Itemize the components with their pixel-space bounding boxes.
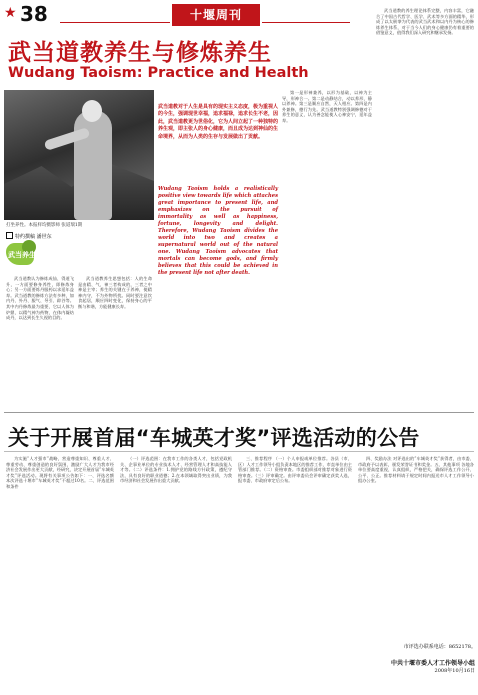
photo-caption: 打坐养性。本报样均摄影师 张道瑞1期 [6, 223, 83, 228]
article-title-cn: 武当道教养生与修炼养生 [8, 40, 272, 66]
square-icon [6, 232, 13, 239]
notice-date: 2008年10月16日 [434, 668, 475, 674]
notice-body-col-2: （一）评选范围：在我市工作的各类人才，包括党政机关、企事业单位的专业技术人才、经营管理人才和高技能人才等。（二）评选条件：1.拥护党的路线方针政策，遵纪守法，具有良好的职业道德；2.在本领域取得突出业绩，为我市经济和社会发展作出重大贡献。 [120, 456, 232, 484]
header-rule-right [262, 22, 350, 23]
notice-signature: 中共十堰市委人才工作领导小组 [390, 660, 475, 667]
section-banner: 十堰周刊 [172, 4, 260, 26]
article-photo [4, 90, 154, 220]
article-title-en: Wudang Taoism: Practice and Health [8, 65, 309, 81]
abstract-en: Wudang Taoism holds a realistically positive view towards life which attaches great importance to present life, and emphasizes on the pursuit of immortality as well as happiness, fortune, longevity and delight. Therefore, Wudang Taoism divides the world into two and creates a supernatural world out of the natural one. Wudang Taoism advocates that mortals can become gods, and firmly believes that this could be achieved in the present life not after death. [158, 186, 278, 276]
article-body-col-1: 武当道教认为修炼成仙、得道飞升，一方面要修身养性，即修炼身心；另一方面要炼丹服药以求延年益寿。武当道教的修炼方法有多种，如内丹、外丹、服气、导引、辟谷等。其中内丹修炼最为重要，它以人体为炉鼎，以精气神为药物，在体内凝结成丹，以达到长生久视的目的。 [6, 276, 74, 321]
notice-body-col-4: 四、奖励办法 对评选出的“车城英才奖”获得者，由市委、市政府予以表彰，颁发荣誉证书和奖金。五、其他事项 各地各单位要高度重视，认真组织，严格把关，确保评选工作公开、公平、公正。推荐材料请于规定时间内报送市人才工作领导小组办公室。 [358, 456, 474, 484]
column-tag [6, 232, 52, 240]
contact-phone: 市评选办联系电话：8652178。 [403, 644, 476, 650]
notice-body-col-3: 三、推荐程序 （一）个人申报或单位推荐。各县（市、区）人才工作领导小组负责本地区的推荐工作，市直单位由主管部门推荐。（二）资格审查。市委组织部对推荐对象进行资格审查。（三）评审确定。由评审委员会评审确定获奖人选，报市委、市政府审定后公布。 [238, 456, 352, 484]
article-body-col-4: 武当道教的养生理论体系完整，内容丰富，它融合了中国古代哲学、医学、武术等多方面的精华，形成了以太极拳为代表的武当武术和以内丹为核心的修炼养生体系，对于当今人们的身心健康仍有着重要的借鉴意义，值得我们深入研究和继承发扬。 [376, 8, 474, 36]
article-body-col-2: 武当道教养生思想包括：人的生命是由精、气、神三者构成的，三者之中神是主宰；养生的关键在于养神，使精神内守，不为外物所扰。同时要注意饮食起居，顺应四时变化，保持身心的平衡与和谐，方能健康长寿。 [78, 276, 152, 309]
health-logo [4, 240, 42, 270]
star-icon: ★ [4, 5, 17, 21]
headline-rule [4, 451, 474, 452]
notice-body-col-1: 为实施“人才强市”战略，营造尊重知识、尊重人才、尊重劳动、尊重创造的良好氛围，激励广大人才为我市经济社会发展作出更大贡献，经研究，决定开展首届“车城英才奖”评选活动。现将有关事项公告如下：一、评选名额 本次评选十堰市“车城英才奖”不超过10名。二、评选范围和条件 [6, 456, 114, 489]
logo-text: 武当养生 [8, 251, 36, 259]
notice-headline: 关于开展首届“车城英才奖”评选活动的公告 [8, 426, 420, 450]
page-number: 38 [20, 2, 48, 26]
section-divider [4, 412, 474, 413]
abstract-cn: 武当道教对于人生是具有的现实主义态度，极为重视人的今生，强调现世幸福，追求福禄，追求长生不老，因此，武当道教更为世俗化，它为人间立起了一种独特的养生观，即主张人的身心健康，而且成为达到神仙的生命境界，从而为人类的生存与发展做出了贡献。 [158, 104, 279, 140]
header-rule-left [60, 22, 170, 23]
column-tag-text: 特约撰稿 潘世东 [15, 234, 52, 240]
article-body-col-3: 第一是形神兼养，以形为基础，以神为主导，形神合一。第二是动静结合，动以养形，静以养神。第三是顺应自然，天人相应。第四是内外兼修，德行为先。武当道教特别强调修德对于养生的意义，认为善念能使人心神安宁，延年益寿。 [282, 90, 372, 123]
